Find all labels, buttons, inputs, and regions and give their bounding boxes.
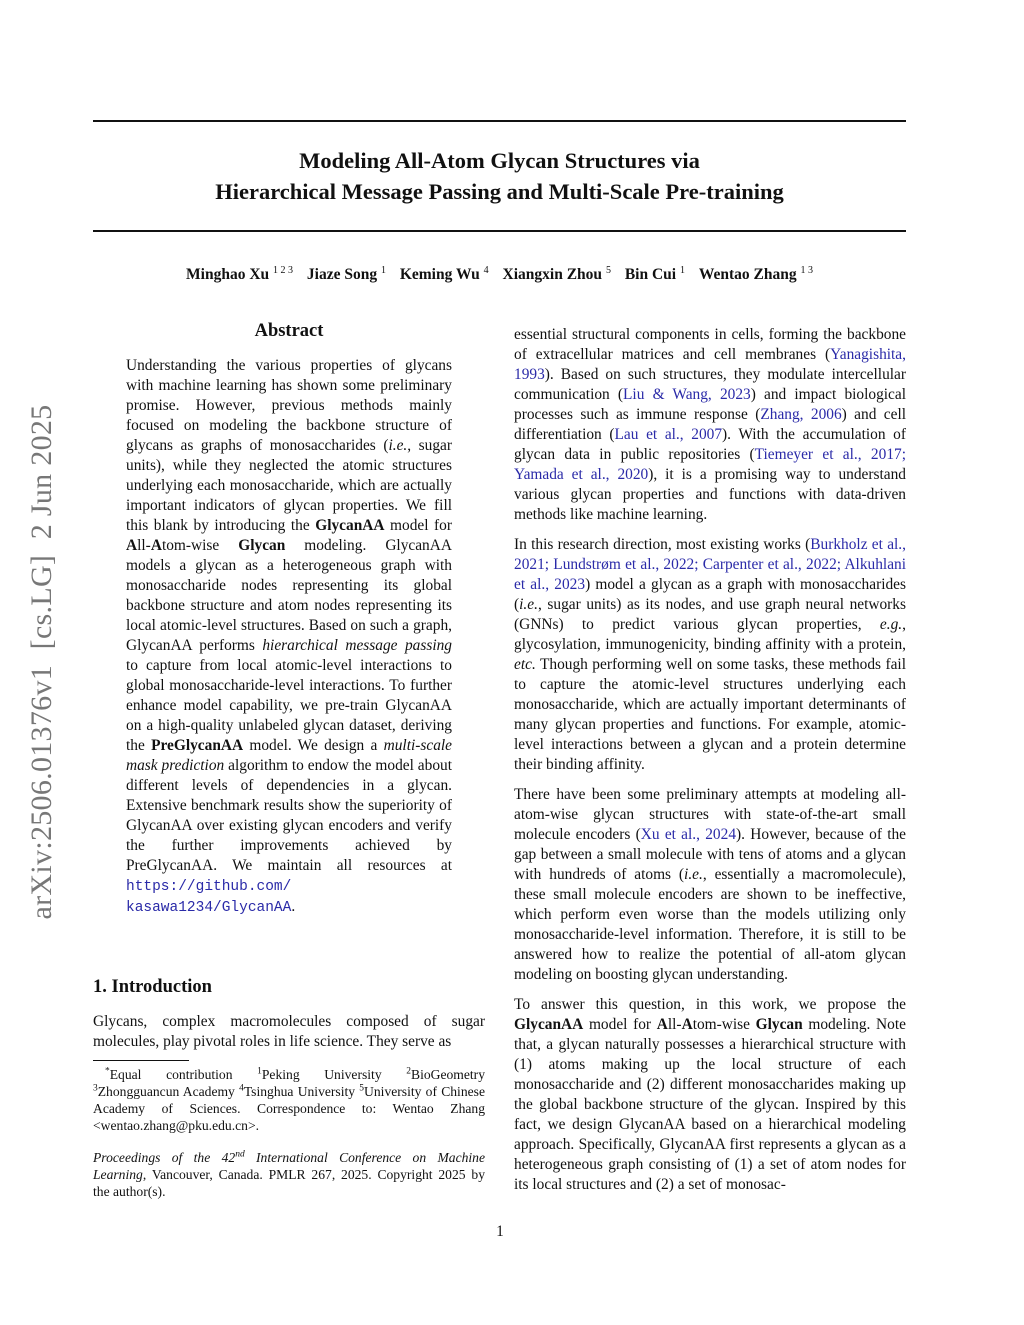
author [699,266,813,283]
text-run: ll- [667,1016,682,1033]
citation-link[interactable]: Burkholz et al., 2021; Lundstrøm et al., 2022; Carpenter et al., 2022; Alkuhlani et al., 2023 [514,536,906,593]
text-run: model for [384,517,452,534]
text-run: essential structural components in cells, forming the backbone of extracellular matrices and cell membranes ( [514,326,906,363]
footnotes [93,1066,485,1215]
page-number: 1 [496,1223,504,1240]
citation-link[interactable]: Lau et al., 2007 [614,426,723,443]
section-heading-introduction: 1. Introduction [93,977,212,997]
author-affiliation: 1 [380,265,386,276]
arxiv-identifier-stamp: arXiv:2506.01376v1 [cs.LG] 2 Jun 2025 [25,404,58,920]
superscript: 5 [359,1083,365,1094]
author-name: Bin Cui [624,266,677,284]
title-line: Modeling All-Atom Glycan Structures via [299,148,700,173]
italic-text: multi-scale mask prediction [126,737,453,774]
italic-text: i.e. [684,866,703,883]
url-link[interactable]: https://github.com/ kasawa1234/GlycanAA [126,879,292,916]
bold-text: GlycanAA [315,517,385,534]
citation-link[interactable]: Tiemeyer et al., 2017; Yamada et al., 2020 [514,446,906,483]
text-run: to capture from local atomic-level interactions to global monosaccharide-level interactions. To further enhance model capability, we pre-train GlycanAA on a high-quality unlabeled glycan dataset, deriving the [126,657,452,754]
text-run: modeling. Note that, a glycan naturally possesses a hierarchical structure with (1) atoms making up the local structure of each monosaccharide and (2) different monosaccharides making up the global backbone structure of the glycan. Inspired by this fact, we design GlycanAA based on a hierarchical modeling approach. Specifically, GlycanAA first represents a glycan as a heterogeneous graph consisting of (1) a set of atom nodes for its local structures and (2) a set of monosac- [514,1016,906,1193]
superscript: 4 [239,1083,244,1094]
bold-text: Glycan [238,537,286,554]
body-paragraph [514,325,906,525]
text-run: modeling. GlycanAA models a glycan as a heterogeneous graph with monosaccharide nodes representing its global backbone structure and atom nodes representing its local atomic-level structures. Based on such a graph, GlycanAA performs [126,537,452,654]
abstract-paragraph [126,356,452,918]
affiliation-footnote [93,1066,485,1134]
italic-text: hierarchical message passing [262,637,452,654]
right-column [514,325,906,1205]
text-run: ), it is a promising way to understand various glycan properties and functions with data-driven methods like machine learning. [514,466,907,523]
text-run: Peking University [261,1067,407,1082]
text-run: To answer this question, in this work, we propose the [514,996,906,1013]
body-paragraph [514,995,906,1195]
text-run: model. We design a [243,737,384,754]
body-paragraph [514,785,906,985]
proceedings-footnote [93,1149,485,1200]
body-paragraph [514,535,906,775]
text-run: ). With the accumulation of glycan data in public repositories ( [514,426,906,463]
body-paragraph [93,1012,485,1052]
superscript: * [105,1066,110,1077]
citation-link[interactable]: Xu et al., 2024 [640,826,737,843]
author-name: Wentao Zhang [698,266,797,284]
author [503,266,611,283]
text-run: ) and cell differentiation ( [514,406,906,443]
author [625,266,685,283]
bold-text: A [150,537,162,554]
author-list [93,265,906,284]
author [307,266,386,283]
bold-text: Glycan [755,1016,803,1033]
author-name: Keming Wu [399,266,480,284]
bold-text: A [681,1016,693,1033]
text-run: . [291,898,296,915]
text-run: ). However, because of the gap between a small molecule with tens of atoms and a glycan with hundreds of atoms ( [514,826,906,883]
italic-text: Proceedings of the 42 [93,1150,236,1165]
author-affiliation: 4 [483,265,489,276]
text-run: Glycans, complex macromolecules composed of sugar molecules, play pivotal roles in life science. They serve as [93,1013,485,1050]
text-run: algorithm to endow the model about different levels of dependencies in a glycan. Extensive benchmark results show the superiority of GlycanAA over existing glycan encoders and verify the further improvements achieved by PreGlycanAA. We maintain all resources at [126,757,452,874]
text-run: ) model a glycan as a graph with monosaccharides ( [514,576,906,613]
text-run: model for [583,1016,657,1033]
superscript: nd [235,1149,245,1160]
superscript: 2 [406,1066,411,1077]
citation-link[interactable]: Liu & Wang, 2023 [623,386,751,403]
text-run: In this research direction, most existing works ( [514,536,811,553]
author-name: Minghao Xu [186,266,270,284]
abstract-body [126,356,452,928]
text-run: , sugar units) as its nodes, and use graph neural networks (GNNs) to predict various glycan properties, [514,596,906,633]
bold-text: A [656,1016,668,1033]
text-run: Though performing well on some tasks, these methods fail to capture the atomic-level structures underlying each monosaccharide, which are actually important determinants of many glycan properties and functions. For example, atomic-level interactions between a glycan and a protein determine their binding affinity. [514,656,906,773]
text-run: , Vancouver, Canada. PMLR 267, 2025. Copyright 2025 by the author(s). [93,1167,485,1199]
citation-link[interactable]: Zhang, 2006 [760,406,842,423]
text-run: There have been some preliminary attempts at modeling all-atom-wise glycan structures with state-of-the-art small molecule encoders ( [514,786,906,843]
text-run: tom-wise [692,1016,756,1033]
title-top-rule [93,120,906,122]
text-run: University of Chinese Academy of Sciences. Correspondence to: Wentao Zhang <wentao.zhang@pku.edu.cn>. [93,1084,485,1133]
text-run: ) and impact biological processes such as immune response ( [514,386,906,423]
text-run: Equal contribution [109,1067,258,1082]
text-run: ). Based on such structures, they modulate intercellular communication ( [514,366,906,403]
text-run: , glycosylation, immunogenicity, binding affinity with a protein, [514,616,906,653]
footnote-rule [93,1060,189,1061]
text-run: Understanding the various properties of glycans with machine learning has shown some preliminary promise. However, previous methods mainly focused on modeling the backbone structure of glycans as graphs of monosaccharides ( [126,357,452,454]
bold-text: A [126,537,138,554]
title-line: Hierarchical Message Passing and Multi-Scale Pre-training [215,179,784,204]
citation-link[interactable]: Yanagishita, 1993 [514,346,906,383]
author-affiliation: 1 2 3 [273,265,294,276]
italic-text: i.e. [519,596,538,613]
introduction-left-column [93,1012,485,1062]
author-name: Xiangxin Zhou [502,266,603,284]
bold-text: PreGlycanAA [151,737,244,754]
italic-text: etc. [514,656,536,673]
author-name: Jiaze Song [306,266,378,284]
author-affiliation: 5 [605,265,611,276]
italic-text: International Conference on Machine Learning [93,1150,486,1182]
superscript: 3 [93,1083,98,1094]
text-run: ll- [137,537,151,554]
text-run: Tsinghua University [243,1084,360,1099]
text-run: BioGeometry [411,1067,485,1082]
paper-title [93,145,906,207]
abstract-heading: Abstract [254,321,324,341]
bold-text: GlycanAA [514,1016,584,1033]
author-affiliation: 1 [679,265,685,276]
superscript: 1 [257,1066,262,1077]
text-run: tom-wise [161,537,239,554]
text-run: , sugar units), while they neglected the atomic structures underlying each monosaccharide, which are actually important indicators of glycan properties. We fill this blank by introducing the [126,437,452,534]
text-run: Zhongguancun Academy [97,1084,240,1099]
italic-text: i.e. [388,437,408,454]
text-run: , essentially a macromolecule), these small molecule encoders are shown to be ineffective, which perform even worse than the models utilizing only monosaccharide-level information. Therefore, it is still to be answered how to realize the potential of all-atom glycan modeling on boosting glycan understanding. [514,866,906,983]
title-bottom-rule [93,230,906,232]
author-affiliation: 1 3 [800,265,813,276]
author [186,266,293,283]
author [400,266,489,283]
italic-text: e.g. [879,616,903,633]
